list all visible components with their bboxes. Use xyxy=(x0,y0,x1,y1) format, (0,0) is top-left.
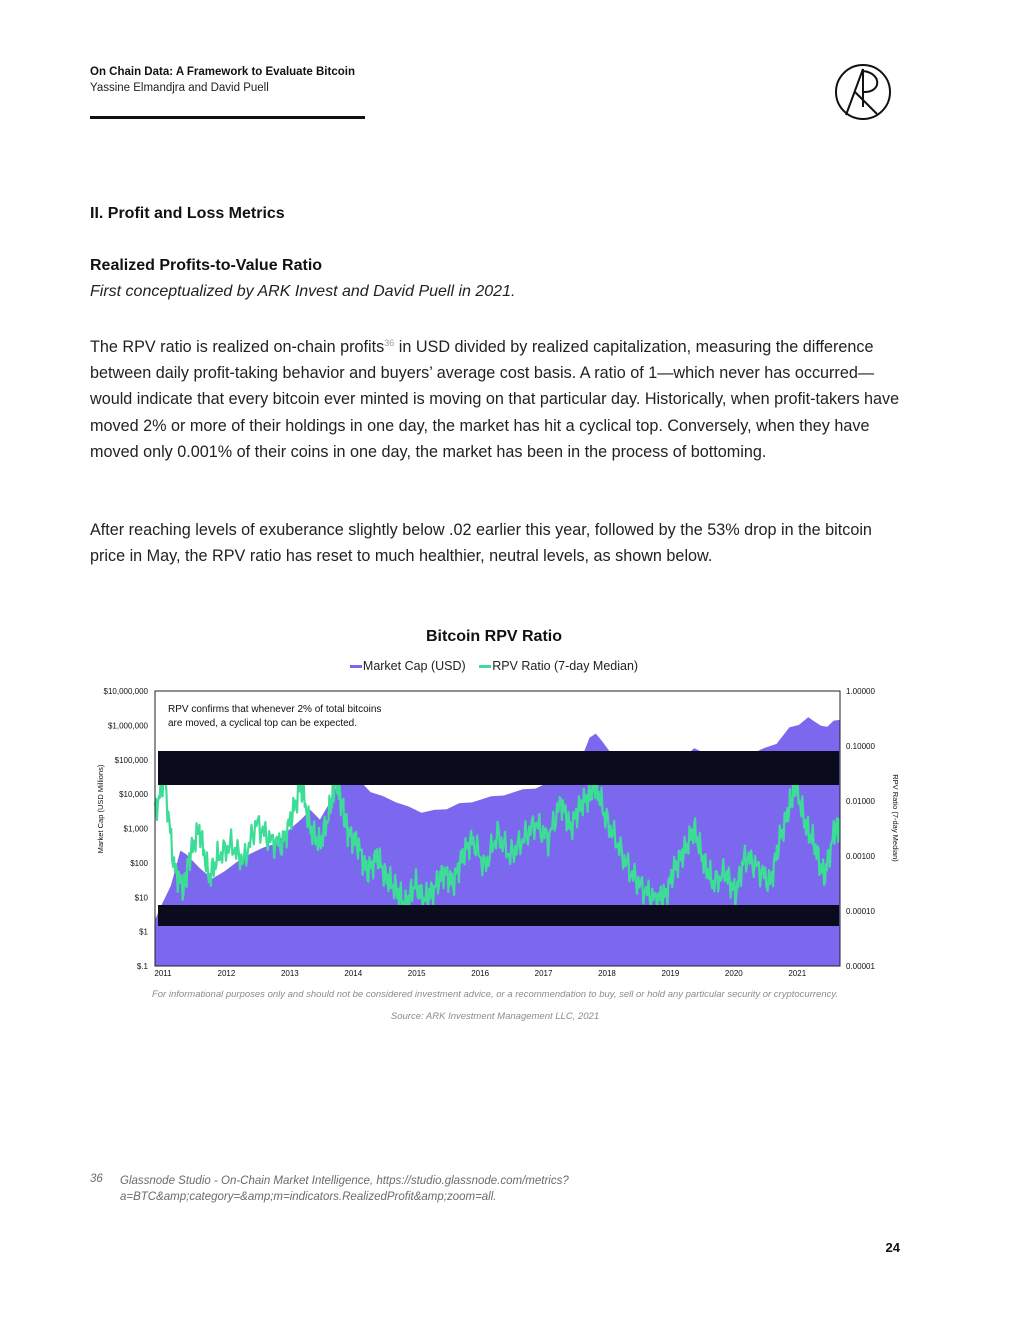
y-left-tick-label: $10,000 xyxy=(119,790,148,800)
y-left-tick-label: $1 xyxy=(139,927,148,937)
document-title: On Chain Data: A Framework to Evaluate Bitcoin xyxy=(90,66,355,78)
top-threshold-band xyxy=(158,751,839,785)
chart-title: Bitcoin RPV Ratio xyxy=(425,628,562,645)
chart-annotation-line: RPV confirms that whenever 2% of total bitcoins xyxy=(168,704,382,715)
y-left-tick-label: $.1 xyxy=(136,962,148,971)
x-tick-label: 2019 xyxy=(661,969,680,978)
y-right-tick-label: 0.01000 xyxy=(846,797,875,806)
x-tick-label: 2017 xyxy=(534,969,553,978)
footnote-number: 36 xyxy=(90,1173,103,1185)
y-right-tick-label: 1.00000 xyxy=(846,687,875,696)
x-tick-label: 2018 xyxy=(598,969,616,978)
y-left-tick-label: $100,000 xyxy=(114,755,148,765)
footnote-text[interactable]: Glassnode Studio - On-Chain Market Intelligence, https://studio.glassnode.com/metrics?a=BTC&amp;category=&amp;m=indicators.RealizedProfit&amp;zoom=all. xyxy=(120,1175,569,1203)
x-tick-label: 2016 xyxy=(471,969,490,978)
x-tick-label: 2014 xyxy=(344,969,363,978)
y-right-tick-label: 0.00010 xyxy=(846,907,875,916)
subsection-title: Realized Profits-to-Value Ratio xyxy=(90,257,323,274)
chart-source: Source: ARK Investment Management LLC, 2021 xyxy=(390,1011,600,1022)
x-tick-label: 2012 xyxy=(217,969,236,978)
x-tick-label: 2011 xyxy=(154,969,172,978)
x-tick-label: 2020 xyxy=(724,969,743,978)
y-left-tick-label: $1,000 xyxy=(123,824,148,834)
x-tick-label: 2021 xyxy=(788,969,807,978)
subsection-note: First conceptualized by ARK Invest and David Puell in 2021. xyxy=(90,283,516,300)
y-left-axis-title: Market Cap (USD Millions) xyxy=(96,764,105,854)
y-left-tick-label: $1,000,000 xyxy=(107,721,148,731)
chart-annotation-line: are moved, a cyclical top can be expected. xyxy=(168,718,357,729)
y-right-tick-label: 0.10000 xyxy=(846,742,875,751)
y-right-axis-title: RPV Ratio (7-day Median) xyxy=(891,774,900,862)
document-authors: Yassine Elmandjra and David Puell xyxy=(90,82,269,94)
legend-label: RPV Ratio (7-day Median) xyxy=(492,659,639,673)
legend-label: Market Cap (USD) xyxy=(362,659,466,673)
bottom-threshold-band xyxy=(158,905,839,926)
y-right-tick-label: 0.00001 xyxy=(846,962,875,971)
footnote-reference[interactable]: 36 xyxy=(384,338,395,348)
paragraph-text: The RPV ratio is realized on-chain profits xyxy=(90,338,385,356)
section-heading: II. Profit and Loss Metrics xyxy=(90,205,285,222)
y-left-tick-label: $10,000,000 xyxy=(103,687,148,696)
chart-disclaimer: For informational purposes only and should not be considered investment advice, or a recommendation to buy, sell or hold any particular security or cryptocurrency. xyxy=(151,989,839,1000)
x-tick-label: 2013 xyxy=(280,969,299,978)
page-number: 24 xyxy=(885,1240,900,1255)
paragraph-text: in USD divided by realized capitalization, measuring the difference between daily profit-taking behavior and buyers’ average cost basis. A ratio of 1—which never has occurred—would indicate that every bitcoin ever minted is moving on that particular day. Historically, when profit-takers have moved 2% or more of their holdings in one day, the market has hit a cyclical top. Conversely, when they have moved only 0.001% of their coins in one day, the market has been in the process of bottoming. xyxy=(90,338,900,461)
y-left-tick-label: $100 xyxy=(130,858,148,868)
y-right-tick-label: 0.00100 xyxy=(846,852,875,861)
y-left-tick-label: $10 xyxy=(134,893,148,903)
x-tick-label: 2015 xyxy=(407,969,426,978)
body-paragraph-2: After reaching levels of exuberance slightly below .02 earlier this year, followed by the 53% drop in the bitcoin price in May, the RPV ratio has reset to much healthier, neutral levels, as shown below. xyxy=(90,521,872,566)
